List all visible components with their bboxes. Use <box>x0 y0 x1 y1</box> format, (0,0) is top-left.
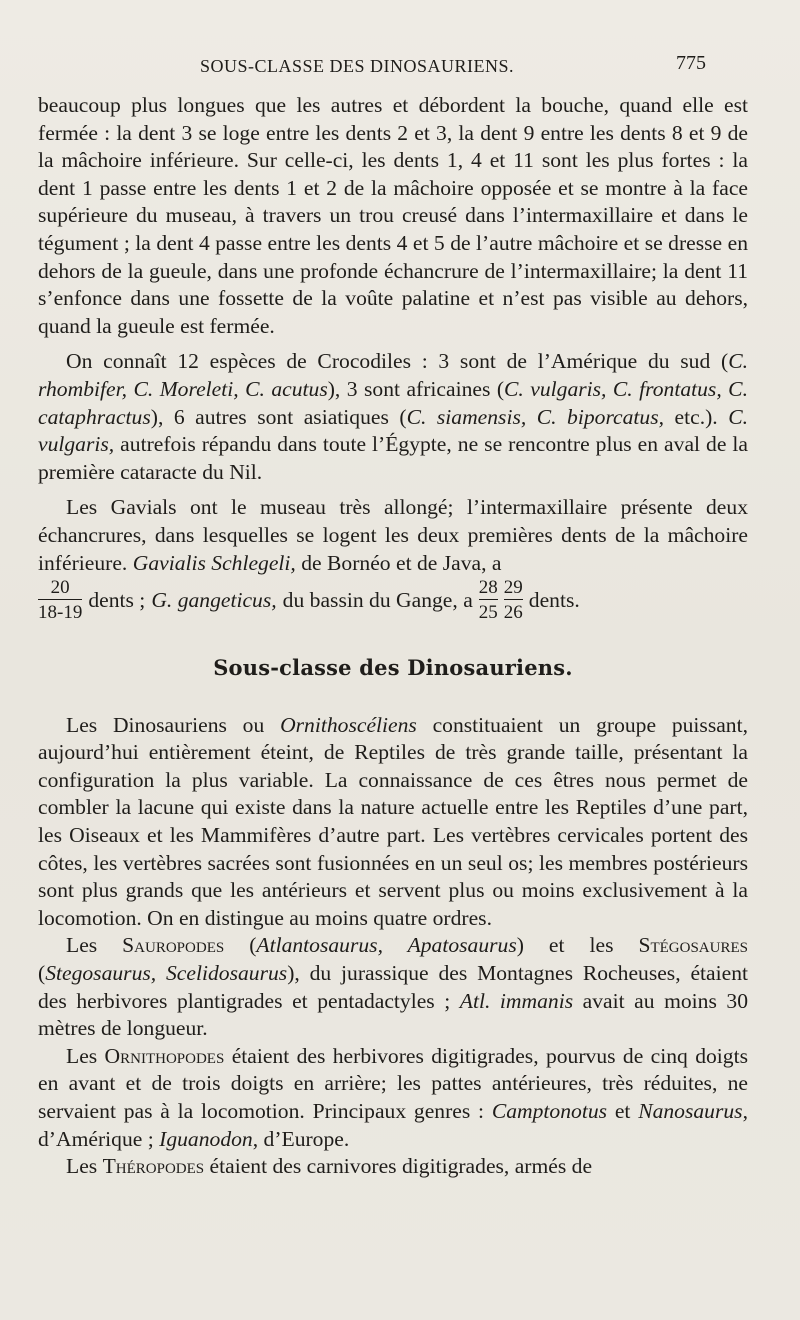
paragraph-ornithopods <box>38 1043 748 1153</box>
order-name: Sauropodes <box>122 933 225 958</box>
species-name: Gavialis Schlegeli, <box>132 550 296 575</box>
text-run: de Bornéo et de Java, a <box>295 550 502 575</box>
text-run: , d’Europe. <box>252 1126 350 1151</box>
paragraph-dinosaurians <box>38 712 748 933</box>
text-run: Les Gavials ont le museau très allongé; l’intermaxillaire présente deux échancrures, dans lesquelles se logent les deux premières dents de la mâchoire inférieure. <box>38 495 748 575</box>
genus-name: Iguanodon <box>159 1126 253 1151</box>
fraction-numerator: 20 <box>50 577 70 599</box>
text-run: et <box>607 1099 639 1123</box>
text-run: étaient des herbivores digitigrades, pourvus de cinq doigts en avant et de trois doigts en arrière; les pattes antérieures, très réduites, ne servaient pas à la locomotion. Principaux genres : <box>38 1043 748 1123</box>
paragraph-sauropods <box>38 932 748 1042</box>
text-run: étaient des carnivores digitigrades, armés de <box>204 1154 593 1179</box>
text-run: ) et les <box>516 933 639 958</box>
dental-formula-line <box>38 577 748 624</box>
body-text <box>38 92 748 1181</box>
paragraph-teeth <box>38 92 748 340</box>
text-run: autrefois répandu dans toute l’Égypte, ne se rencontre plus en aval de la première cataracte du Nil. <box>38 432 748 484</box>
text-run: dents. <box>528 587 580 612</box>
text-run: dents ; <box>88 587 146 612</box>
text-run: ), du jurassique des Montagnes Rocheuses, étaient des herbivores plantigrades et pentadactyles ; <box>38 961 748 1013</box>
fraction <box>479 577 498 624</box>
text-run: ), 3 sont africaines ( <box>327 376 505 401</box>
species-name: C. vulgaris, <box>38 404 749 457</box>
fraction <box>38 577 82 624</box>
taxon-name: Ornithoscéliens <box>280 712 417 737</box>
species-names: C. rhombifer, C. Moreleti, C. acutus <box>38 349 748 401</box>
paragraph-gavials <box>38 494 748 577</box>
fraction-numerator: 29 <box>503 577 523 599</box>
page-number: 775 <box>676 52 706 74</box>
text-run: constituaient un groupe puissant, aujourd’hui entièrement éteint, de Reptiles de très grande taille, présentant la configuration la plus variable. La connaissance de ces êtres nous permet de combler la lacune qui existe dans la nature actuelle entre les Reptiles d’une part, les Oiseaux et les Mammifères d’autre part. Les vertèbres cervicales portent des côtes, les vertèbres sacrées sont fusionnées en un seul os; les membres postérieurs sont plus grands que les antérieurs et servent plus ou moins exclusivement à la locomotion. On en distingue au moins quatre ordres. <box>38 712 749 930</box>
text-run: etc.). <box>664 404 729 429</box>
text-run: Les Dinosauriens ou <box>66 712 281 737</box>
text-run: , d’Amérique ; <box>38 1099 748 1151</box>
text-run: ( <box>38 961 46 986</box>
paragraph-crocodile-species <box>38 348 748 486</box>
fraction-numerator: 28 <box>478 577 498 599</box>
genus-names: Stegosaurus, Scelidosaurus <box>45 961 288 986</box>
section-heading: Sous-classe des Dinosauriens. <box>213 655 573 681</box>
text-run: Les <box>66 1154 103 1179</box>
genus-name: Camptonotus <box>491 1099 608 1123</box>
fraction-denominator: 26 <box>504 599 523 624</box>
order-name: Théropodes <box>102 1154 205 1179</box>
text-run: avait au moins 30 mètres de longueur. <box>38 988 748 1041</box>
genus-name: Nanosaurus <box>638 1099 743 1123</box>
fraction-denominator: 18-19 <box>38 599 82 624</box>
paragraph-theropods <box>38 1153 748 1181</box>
running-title: SOUS-CLASSE DES DINOSAURIENS. <box>200 56 515 76</box>
running-header <box>0 52 800 82</box>
fraction-denominator: 25 <box>479 599 498 624</box>
fraction <box>504 577 523 624</box>
order-name: Stégosaures <box>638 933 748 958</box>
genus-names: Atlantosaurus, Apatosaurus <box>256 933 517 958</box>
text-run: ), 6 autres sont asiatiques ( <box>150 404 407 429</box>
text-run: beaucoup plus longues que les autres et débordent la bouche, quand elle est fermée : la dent 3 se loge entre les dents 2 et 3, la dent 9 entre les dents 8 et 9 de la mâchoire inférieure. Sur celle-ci, les dents 1, 4 et 11 sont les plus fortes : la dent 1 passe entre les dents 1 et 2 de la mâchoire opposée et se montre à la face supérieure du museau, à travers un trou creusé dans l’intermaxillaire et dans le tégument ; la dent 4 passe entre les dents 4 et 5 de l’autre mâchoire et se dresse en dehors de la gueule, dans une profonde échancrure de l’intermaxillaire; la dent 11 s’enfonce dans une fossette de la voûte palatine et n’est pas visible au dehors, quand la gueule est fermée. <box>38 93 748 338</box>
text-run: On connaît 12 espèces de Crocodiles : 3 sont de l’Amérique du sud ( <box>66 349 729 374</box>
text-run: ( <box>224 933 257 958</box>
text-run: Les <box>66 933 123 958</box>
species-name: G. gangeticus, <box>151 587 277 612</box>
text-run: du bassin du Gange, a <box>282 587 473 612</box>
order-name: Ornithopodes <box>104 1043 225 1068</box>
text-run: Les <box>66 1043 105 1068</box>
species-names: C. siamensis, C. biporcatus, <box>406 404 665 429</box>
species-name: Atl. immanis <box>459 988 574 1013</box>
species-names: C. vulgaris, C. frontatus, C. cataphractus <box>38 376 748 429</box>
